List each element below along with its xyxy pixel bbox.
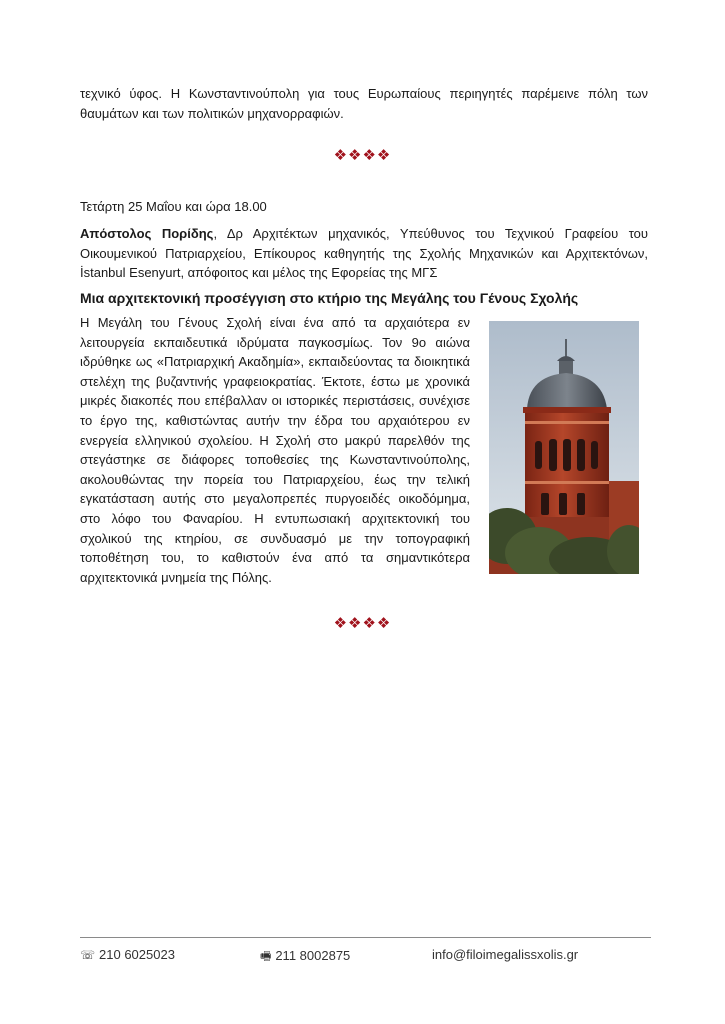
footer-rule xyxy=(80,937,651,938)
footer-fax xyxy=(260,947,350,968)
speaker-bio: , Δρ Αρχιτέκτων μηχανικός, Υπεύθυνος του Τεχνικού Γραφείου του Οικουμενικού Πατριαρχείου, Επίκουρος καθηγητής της Σχολής Μηχανικών και Αρχιτεκτόνων, İstanbul Esenyurt, απόφοιτος και μέλος της Εφορείας της ΜΓΣ xyxy=(80,226,648,280)
event-date: Τετάρτη 25 Μαΐου και ώρα 18.00 xyxy=(80,199,267,214)
ornament-divider: ❖❖❖❖ xyxy=(333,146,392,164)
fax-number: 211 8002875 xyxy=(275,948,351,963)
speaker-name: Απόστολος Πορίδης xyxy=(80,226,214,241)
footer-phone xyxy=(80,947,175,962)
speaker-info xyxy=(80,224,648,283)
footer-email[interactable]: info@filoimegalissxolis.gr xyxy=(432,947,579,962)
lecture-title: Μια αρχιτεκτονική προσέγγιση στο κτήριο της Μεγάλης του Γένους Σχολής xyxy=(80,290,579,306)
phone-number: 210 6025023 xyxy=(99,947,175,962)
school-building-photo xyxy=(489,321,639,574)
ornament-divider-bottom: ❖❖❖❖ xyxy=(333,614,392,632)
lecture-description: Η Μεγάλη του Γένους Σχολή είναι ένα από τα αρχαιότερα εν λειτουργεία εκπαιδευτικά ιδρύματα παγκοσμίως. Τον 9ο αιώνα ιδρύθηκε ως «Πατριαρχική Ακαδημία», εκπαιδεύοντας τα διοικητικά στελέχη της βυζαντινής γραφειοκρατίας. Έκτοτε, έστω με χρονικά μικρές διακοπές που επέβαλλαν οι ιστορικές περιστάσεις, συνέχισε το έργο της, καθιστώντας αυτήν την έδρα του αρχαιότερου εν ενεργεία ελληνικού σχολείου. Η Σχολή στο μακρύ παρελθόν της στεγάστηκε σε διάφορες τοποθεσίες της Κωνσταντινούπολης, ακολουθώντας την πορεία του Πατριαρχείου, έως την τελική εγκατάσταση αυτής στο μεγαλοπρεπές πυργοειδές οικοδόμημα, στο λόφο του Φαναρίου. Η εντυπωσιακή αρχιτεκτονική του σχολικού της κτηρίου, σε συνδυασμό με την τοπογραφική τοποθέτηση του, το καθιστούν ένα από τα σημαντικότερα αρχιτεκτονικά μνημεία της Πόλης. xyxy=(80,315,470,585)
intro-paragraph: τεχνικό ύφος. Η Κωνσταντινούπολη για τους Ευρωπαίους περιηγητές παρέμεινε πόλη των θαυμάτων και των πολιτικών μηχανορραφιών. xyxy=(80,86,648,121)
telephone-icon: ☏ xyxy=(80,948,96,962)
fax-icon: 🖷 xyxy=(260,949,272,963)
